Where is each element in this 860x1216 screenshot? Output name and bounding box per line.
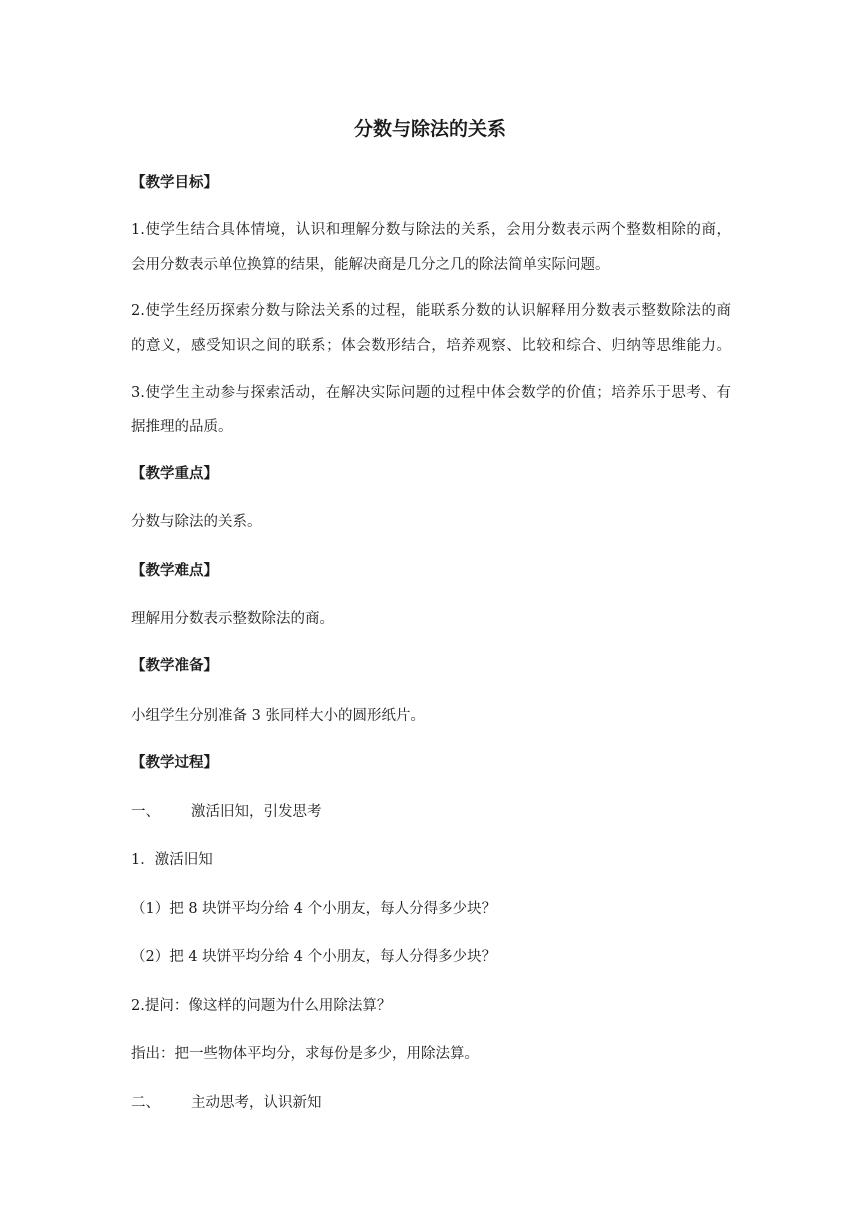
objective-1-line-1: 1.使学生结合具体情境，认识和理解分数与除法的关系，会用分数表示两个整数相除的商， [131, 222, 731, 238]
section-1-heading [131, 801, 731, 823]
objective-2-line-1: 2.使学生经历探索分数与除法关系的过程，能联系分数的认识解释用分数表示整数除法的商 [131, 303, 731, 319]
objective-3-line-1: 3.使学生主动参与探索活动，在解决实际问题的过程中体会数学的价值；培养乐于思考、有 [131, 385, 731, 401]
note-text: 指出：把一些物体平均分，求每份是多少，用除法算。 [131, 1046, 479, 1062]
difficulties-text: 理解用分数表示整数除法的商。 [131, 611, 334, 627]
key-points-text: 分数与除法的关系。 [131, 514, 262, 530]
heading-preparation: 【教学准备】 [131, 658, 218, 674]
section-2-heading [131, 1092, 731, 1114]
section-1-title: 激活旧知，引发思考 [191, 804, 322, 820]
preparation-text: 小组学生分别准备 3 张同样大小的圆形纸片。 [131, 708, 425, 724]
section-2-title: 主动思考，认识新知 [191, 1095, 322, 1111]
objective-1-line-2: 会用分数表示单位换算的结果，能解决商是几分之几的除法简单实际问题。 [131, 257, 610, 273]
heading-difficulties: 【教学难点】 [131, 563, 218, 579]
section-1-number: 一、 [131, 804, 160, 820]
question-2: （2）把 4 块饼平均分给 4 个小朋友，每人分得多少块？ [131, 949, 497, 965]
section-2-number: 二、 [131, 1095, 160, 1111]
step-1: 1．激活旧知 [131, 852, 213, 868]
heading-key-points: 【教学重点】 [131, 466, 218, 482]
step-2: 2.提问：像这样的问题为什么用除法算？ [131, 998, 392, 1014]
question-1: （1）把 8 块饼平均分给 4 个小朋友，每人分得多少块？ [131, 901, 497, 917]
document-title: 分数与除法的关系 [353, 118, 506, 140]
objective-2-line-2: 的意义，感受知识之间的联系；体会数形结合，培养观察、比较和综合、归纳等思维能力。 [131, 338, 731, 354]
heading-objectives: 【教学目标】 [131, 175, 218, 191]
objective-3-line-2: 据推理的品质。 [131, 419, 233, 435]
heading-process: 【教学过程】 [131, 755, 218, 771]
